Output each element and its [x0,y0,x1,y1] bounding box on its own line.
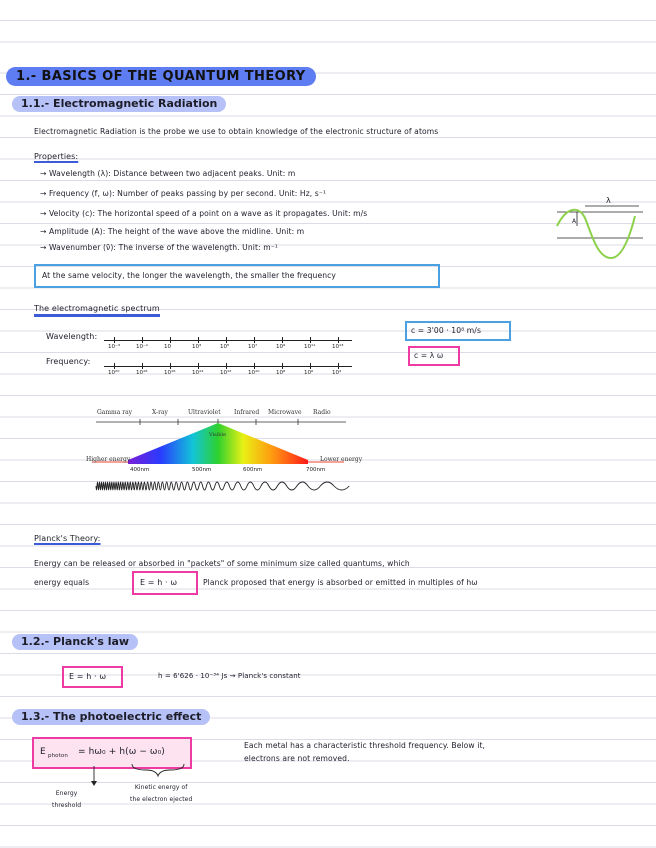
wavelength-tick [310,337,311,343]
properties-label: Properties: [34,152,79,161]
frequency-label: Frequency: [46,357,91,366]
wave-lambda-label: λ [606,196,611,205]
wavelength-tick [338,337,339,343]
main-title: 1.- BASICS OF THE QUANTUM THEORY [6,67,316,86]
wave-sketch [555,196,645,268]
wavelength-tick-label: 10⁹ [276,344,286,350]
property-amplitude: → Amplitude (A): The height of the wave above the midline. Unit: m [40,227,305,236]
property-frequency: → Frequency (f, ω): Number of peaks passing by per second. Unit: Hz, s⁻¹ [40,189,327,198]
frequency-tick [254,363,255,369]
wave-amplitude-label: A [572,218,577,225]
wavelength-tick-label: 10 [164,344,171,350]
kinetic-label: Kinetic energy of the electron ejected [130,784,193,803]
wavelength-tick [198,337,199,343]
planck-law-formula-box: E = h · ω [62,666,123,688]
frequency-tick [198,363,199,369]
frequency-tick-label: 10⁴ [332,370,342,376]
frequency-tick-label: 10¹⁶ [164,370,176,376]
band-gamma: Gamma ray [97,409,133,416]
threshold-label: Energy threshold [52,790,82,809]
planck-theory-line2b: Planck proposed that energy is absorbed or emitted in multiples of hω [203,578,478,587]
photoelectric-note-1: Each metal has a characteristic threshold frequency. Below it, [244,741,486,750]
property-velocity: → Velocity (c): The horizontal speed of a point on a wave as it propagates. Unit: m/s [40,209,368,218]
nm-700: 700nm [306,467,326,473]
wavelength-tick-label: 10⁻¹ [136,344,149,350]
formula-photon-sub: photon [48,753,68,759]
band-xray: X-ray [152,409,168,416]
lower-energy-label: Lower energy [320,456,363,463]
wavelength-tick-label: 10⁵ [220,344,230,350]
wavelength-tick-label: 10³ [192,344,202,350]
higher-energy-label: Higher energy [86,456,131,463]
band-uv: Ultraviolet [188,409,221,416]
planck-theory-line1: Energy can be released or absorbed in "packets" of some minimum size called quantums, which [34,559,410,568]
wavelength-tick [282,337,283,343]
wavelength-tick [226,337,227,343]
wavelength-tick-label: 10⁷ [248,344,258,350]
section-heading-1-3: 1.3.- The photoelectric effect [12,709,210,725]
nm-500: 500nm [192,467,212,473]
frequency-tick-label: 10²⁰ [108,370,120,376]
intro-text: Electromagnetic Radiation is the probe we use to obtain knowledge of the electronic structure of atoms [34,127,439,136]
frequency-tick [226,363,227,369]
property-wavelength: → Wavelength (λ): Distance between two adjacent peaks. Unit: m [40,169,296,178]
wavelength-label: Wavelength: [46,332,98,341]
band-radio: Radio [313,409,331,416]
planck-theory-line2a: energy equals [34,578,90,587]
wavelength-tick [254,337,255,343]
nm-600: 600nm [243,467,263,473]
planck-formula-box: E = h · ω [132,571,198,595]
photoelectric-note-2: electrons are not removed. [244,754,350,763]
spectrum-heading: The electromagnetic spectrum [34,304,160,317]
planck-theory-heading: Planck's Theory: [34,534,101,543]
planck-constant: h = 6'626 · 10⁻³⁴ Js → Planck's constant [158,672,301,680]
speed-of-light-box: c = 3'00 · 10⁸ m/s [405,321,511,341]
frequency-tick [142,363,143,369]
wavelength-tick [114,337,115,343]
frequency-tick [170,363,171,369]
nm-400: 400nm [130,467,150,473]
frequency-tick-label: 10⁸ [276,370,286,376]
wavelength-tick-label: 10¹³ [332,344,344,350]
frequency-tick [114,363,115,369]
wavelength-tick [170,337,171,343]
frequency-tick-label: 10¹⁴ [192,370,204,376]
wavelength-tick [142,337,143,343]
wavelength-tick-label: 10⁻³ [108,344,121,350]
frequency-tick [282,363,283,369]
wavelength-frequency-note: At the same velocity, the longer the wavelength, the smaller the frequency [34,264,440,288]
section-heading-1-1: 1.1.- Electromagnetic Radiation [12,96,226,112]
visible-label: Visible [209,432,227,438]
wavelength-tick-label: 10¹¹ [304,344,316,350]
section-heading-1-2: 1.2.- Planck's law [12,634,138,650]
wave-relation-box: c = λ ω [408,346,460,366]
band-ir: Infrared [234,409,260,416]
band-microwave: Microwave [268,409,302,416]
formula-e: E [40,747,46,757]
frequency-tick-label: 10⁶ [304,370,314,376]
frequency-tick [310,363,311,369]
property-wavenumber: → Wavenumber (ν̃): The inverse of the wavelength. Unit: m⁻¹ [40,243,278,252]
frequency-tick-label: 10¹⁸ [136,370,148,376]
frequency-tick [338,363,339,369]
frequency-tick-label: 10¹² [220,370,232,376]
formula-rest: = hω₀ + h(ω − ω₀) [78,747,165,757]
frequency-tick-label: 10¹⁰ [248,370,260,376]
